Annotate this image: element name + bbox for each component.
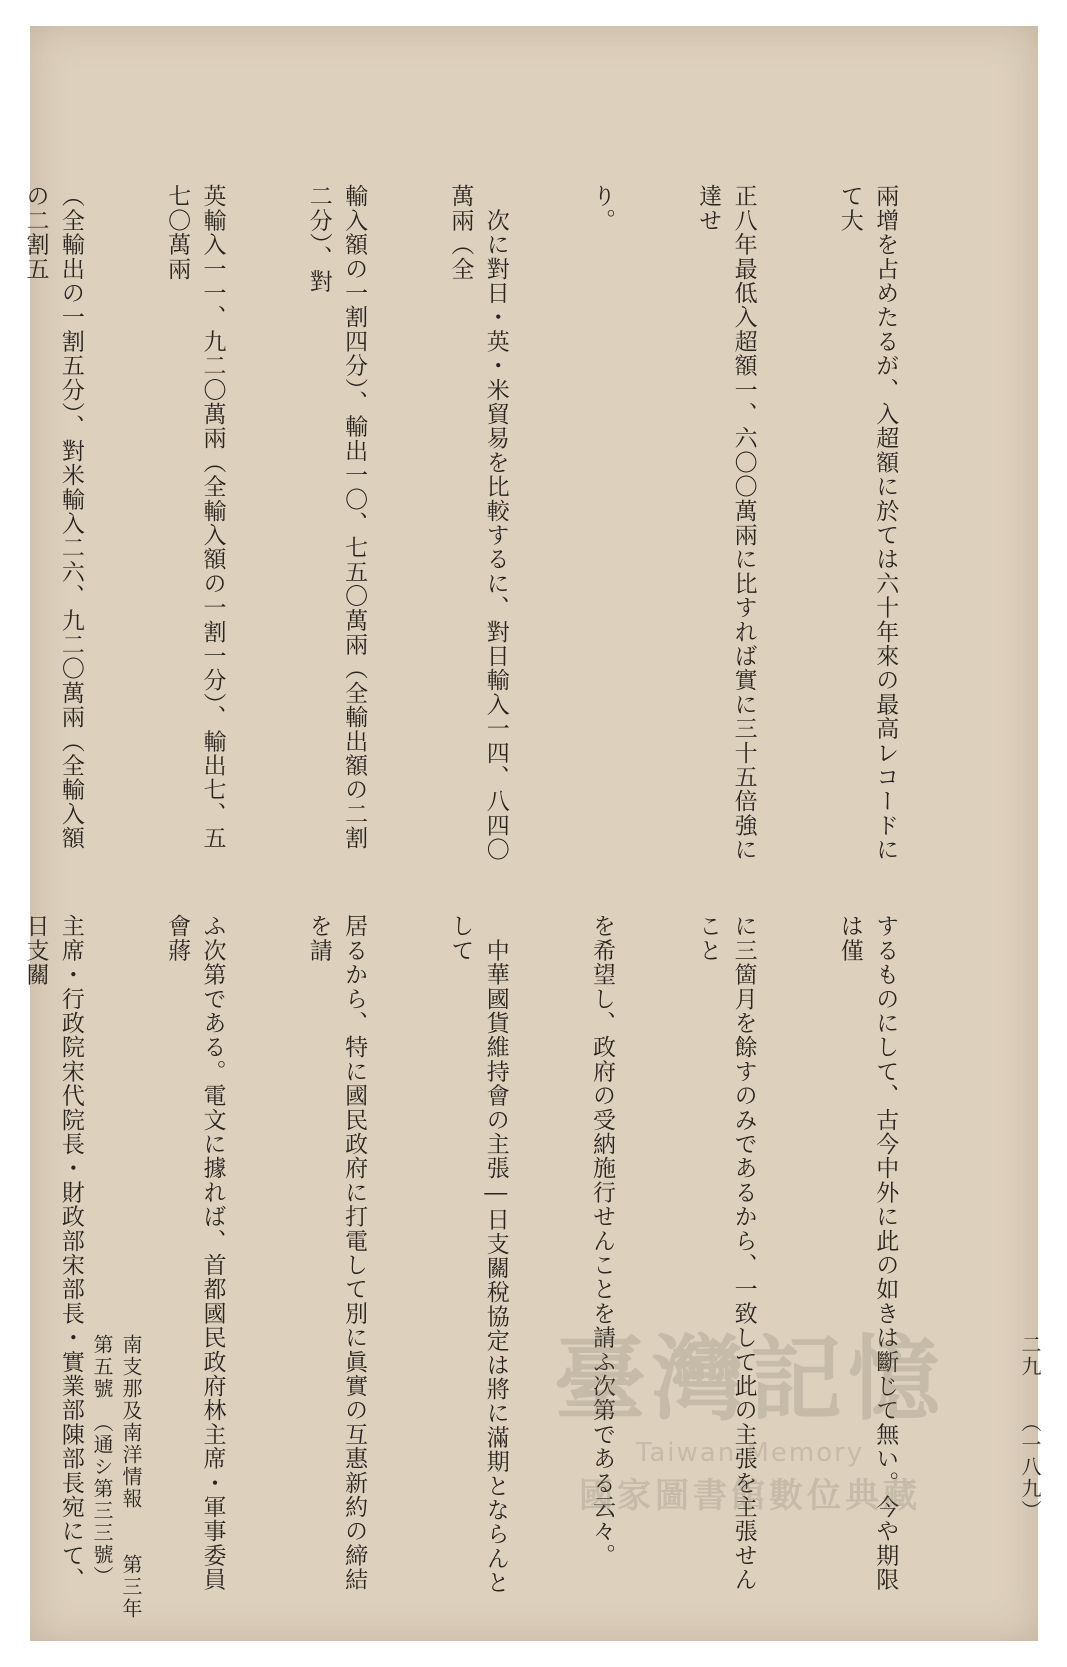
text-line: 居るから、特に國民政府に打電して別に眞實の互惠新約の締結を請 [305, 914, 368, 1592]
text-line: するものにして、古今中外に此の如きは斷じて無い。今や期限は僅 [836, 914, 899, 1592]
watermark-logo [470, 1306, 1030, 1517]
text-line: に三箇月を餘すのみであるから、一致して此の主張を主張せんこと [695, 914, 757, 1592]
upper-text-block [0, 184, 973, 869]
watermark-latin: Taiwan Memory [635, 1438, 865, 1468]
text-line: 中華國貨維持會の主張―日支關稅協定は將に滿期とならんとして [447, 914, 509, 1595]
text-line: （全輸出の一割五分）、對米輸入二六、九二〇萬兩（全輸入額の二割五 [22, 184, 84, 851]
text-line: 正八年最低入超額一、六〇〇萬兩に比すれば實に三十五倍強に達せ [695, 184, 757, 862]
text-line: ふ次第である。電文に據れば、首都國民政府林主席・軍事委員會蔣 [164, 914, 226, 1592]
footer-publication-info: 南支那及南洋情報 第三年 第五號 （通シ第三三號） [90, 1334, 143, 1642]
watermark-main: 臺灣記憶 [553, 1326, 946, 1433]
footer-page-number: 二九 （一八九） [1018, 1334, 1042, 1522]
watermark-sub: 國家圖書館數位典藏 [579, 1476, 921, 1516]
text-line: 兩增を占めたるが、入超額に於ては六十年來の最高レコードにて大 [836, 184, 899, 862]
text-line: を希望し、政府の受納施行せんことを請ふ次第である云々。 [588, 914, 615, 1568]
text-line: 輸入額の一割四分）、輸出一〇、七五〇萬兩（全輸出額の二割二分）、對 [305, 184, 368, 851]
text-line: り。 [588, 184, 615, 233]
document-page [22, 26, 1042, 1642]
text-line: 主席・行政院宋代院長・財政部宋部長・實業部陳部長宛にて、日支關 [22, 914, 84, 1592]
text-line: 英輸入一一、九二〇萬兩（全輸入額の一割一分）、輸出七、五七〇萬兩 [164, 184, 226, 851]
text-line: 次に對日・英・米貿易を比較するに、對日輸入一四、八四〇萬兩（全 [447, 184, 509, 862]
